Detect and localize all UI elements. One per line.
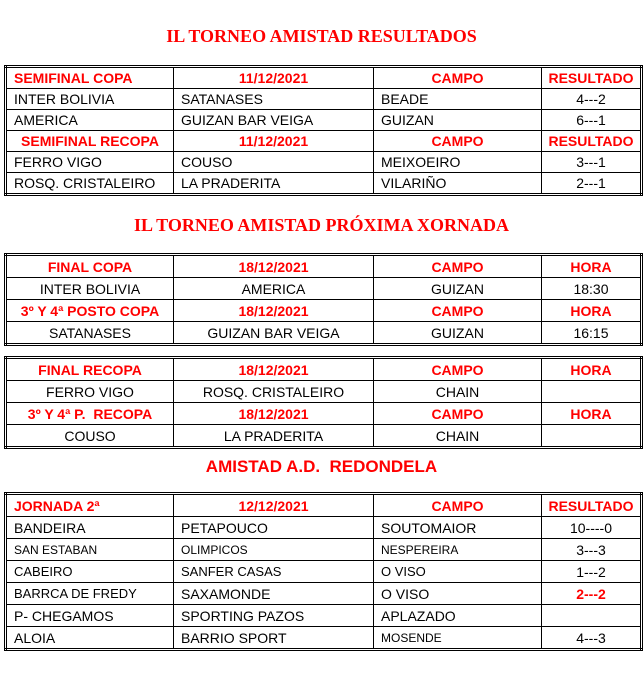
cell: AMERICA bbox=[6, 110, 174, 131]
table-row bbox=[6, 322, 642, 345]
header-cell: CAMPO bbox=[374, 494, 542, 517]
table-row bbox=[6, 110, 642, 131]
cell: ROSQ. CRISTALEIRO bbox=[174, 381, 374, 403]
cell: AMERICA bbox=[174, 278, 374, 300]
table-header-row bbox=[6, 403, 642, 425]
document-page bbox=[0, 27, 643, 651]
cell: 2---1 bbox=[542, 173, 642, 195]
cell: SAXAMONDE bbox=[174, 583, 374, 605]
cell bbox=[542, 381, 642, 403]
table-row bbox=[6, 152, 642, 173]
table-row bbox=[6, 561, 642, 583]
cell: NESPEREIRA bbox=[374, 539, 542, 561]
cell: CABEIRO bbox=[6, 561, 174, 583]
cell: ALOIA bbox=[6, 627, 174, 650]
table-row bbox=[6, 539, 642, 561]
header-cell: 18/12/2021 bbox=[174, 255, 374, 278]
cell: O VISO bbox=[374, 561, 542, 583]
final-recopa-table bbox=[4, 356, 643, 449]
cell: 1---2 bbox=[542, 561, 642, 583]
header-cell: HORA bbox=[542, 358, 642, 381]
header-cell: 11/12/2021 bbox=[174, 131, 374, 152]
header-cell: 3º Y 4ª P. RECOPA bbox=[6, 403, 174, 425]
header-cell: 18/12/2021 bbox=[174, 403, 374, 425]
header-cell: HORA bbox=[542, 300, 642, 322]
cell: BARRCA DE FREDY bbox=[6, 583, 174, 605]
cell: GUIZAN BAR VEIGA bbox=[174, 322, 374, 345]
cell: ROSQ. CRISTALEIRO bbox=[6, 173, 174, 195]
cell: 18:30 bbox=[542, 278, 642, 300]
cell: SATANASES bbox=[174, 89, 374, 110]
header-cell: 3º Y 4ª POSTO COPA bbox=[6, 300, 174, 322]
cell: GUIZAN bbox=[374, 278, 542, 300]
header-cell: HORA bbox=[542, 403, 642, 425]
header-cell: CAMPO bbox=[374, 358, 542, 381]
cell: APLAZADO bbox=[374, 605, 542, 627]
header-cell: JORNADA 2ª bbox=[6, 494, 174, 517]
table-header-row bbox=[6, 255, 642, 278]
table-row bbox=[6, 173, 642, 195]
cell: BEADE bbox=[374, 89, 542, 110]
header-cell: CAMPO bbox=[374, 131, 542, 152]
table-header-row bbox=[6, 494, 642, 517]
table-header-row bbox=[6, 67, 642, 89]
final-copa-table bbox=[4, 253, 643, 346]
cell: GUIZAN bbox=[374, 322, 542, 345]
table-header-row bbox=[6, 358, 642, 381]
header-cell: HORA bbox=[542, 255, 642, 278]
highlighted-result-cell: 2---2 bbox=[542, 583, 642, 605]
cell: 3---3 bbox=[542, 539, 642, 561]
cell: SATANASES bbox=[6, 322, 174, 345]
cell: SOUTOMAIOR bbox=[374, 517, 542, 539]
title-resultados: IL TORNEO AMISTAD RESULTADOS bbox=[166, 26, 477, 46]
header-cell: 18/12/2021 bbox=[174, 358, 374, 381]
header-cell: SEMIFINAL COPA bbox=[6, 67, 174, 89]
cell: OLIMPICOS bbox=[174, 539, 374, 561]
cell: LA PRADERITA bbox=[174, 173, 374, 195]
header-cell: CAMPO bbox=[374, 300, 542, 322]
cell: VILARIÑO bbox=[374, 173, 542, 195]
header-cell: CAMPO bbox=[374, 403, 542, 425]
cell: 16:15 bbox=[542, 322, 642, 345]
header-cell: RESULTADO bbox=[542, 494, 642, 517]
cell: SAN ESTABAN bbox=[6, 539, 174, 561]
table-row bbox=[6, 627, 642, 650]
header-cell: CAMPO bbox=[374, 255, 542, 278]
cell bbox=[542, 605, 642, 627]
header-cell: 11/12/2021 bbox=[174, 67, 374, 89]
cell: INTER BOLIVIA bbox=[6, 278, 174, 300]
header-cell: RESULTADO bbox=[542, 67, 642, 89]
title-proxima-xornada: IL TORNEO AMISTAD PRÓXIMA XORNADA bbox=[133, 215, 510, 235]
table-row bbox=[6, 517, 642, 539]
header-cell: SEMIFINAL RECOPA bbox=[6, 131, 174, 152]
jornada-table bbox=[4, 492, 643, 651]
cell: BANDEIRA bbox=[6, 517, 174, 539]
cell: LA PRADERITA bbox=[174, 425, 374, 448]
cell: 4---2 bbox=[542, 89, 642, 110]
cell: 6---1 bbox=[542, 110, 642, 131]
cell: SPORTING PAZOS bbox=[174, 605, 374, 627]
table-row bbox=[6, 278, 642, 300]
table-row bbox=[6, 89, 642, 110]
cell: P- CHEGAMOS bbox=[6, 605, 174, 627]
header-cell: 12/12/2021 bbox=[174, 494, 374, 517]
cell: BARRIO SPORT bbox=[174, 627, 374, 650]
cell: MOSENDE bbox=[374, 627, 542, 650]
cell: INTER BOLIVIA bbox=[6, 89, 174, 110]
cell: PETAPOUCO bbox=[174, 517, 374, 539]
cell: FERRO VIGO bbox=[6, 381, 174, 403]
cell: SANFER CASAS bbox=[174, 561, 374, 583]
cell bbox=[542, 425, 642, 448]
title-amistad-redondela: AMISTAD A.D. REDONDELA bbox=[205, 457, 438, 476]
header-cell: 18/12/2021 bbox=[174, 300, 374, 322]
cell: 4---3 bbox=[542, 627, 642, 650]
table-row bbox=[6, 381, 642, 403]
cell: MEIXOEIRO bbox=[374, 152, 542, 173]
table-header-row bbox=[6, 300, 642, 322]
cell: GUIZAN BAR VEIGA bbox=[174, 110, 374, 131]
header-cell: CAMPO bbox=[374, 67, 542, 89]
table-row bbox=[6, 605, 642, 627]
cell: O VISO bbox=[374, 583, 542, 605]
cell: FERRO VIGO bbox=[6, 152, 174, 173]
cell: GUIZAN bbox=[374, 110, 542, 131]
table-row bbox=[6, 425, 642, 448]
table-row bbox=[6, 583, 642, 605]
cell: CHAIN bbox=[374, 425, 542, 448]
resultados-table bbox=[4, 65, 643, 196]
header-cell: FINAL COPA bbox=[6, 255, 174, 278]
cell: COUSO bbox=[174, 152, 374, 173]
cell: 3---1 bbox=[542, 152, 642, 173]
header-cell: FINAL RECOPA bbox=[6, 358, 174, 381]
cell: COUSO bbox=[6, 425, 174, 448]
cell: 10----0 bbox=[542, 517, 642, 539]
table-header-row bbox=[6, 131, 642, 152]
cell: CHAIN bbox=[374, 381, 542, 403]
header-cell: RESULTADO bbox=[542, 131, 642, 152]
